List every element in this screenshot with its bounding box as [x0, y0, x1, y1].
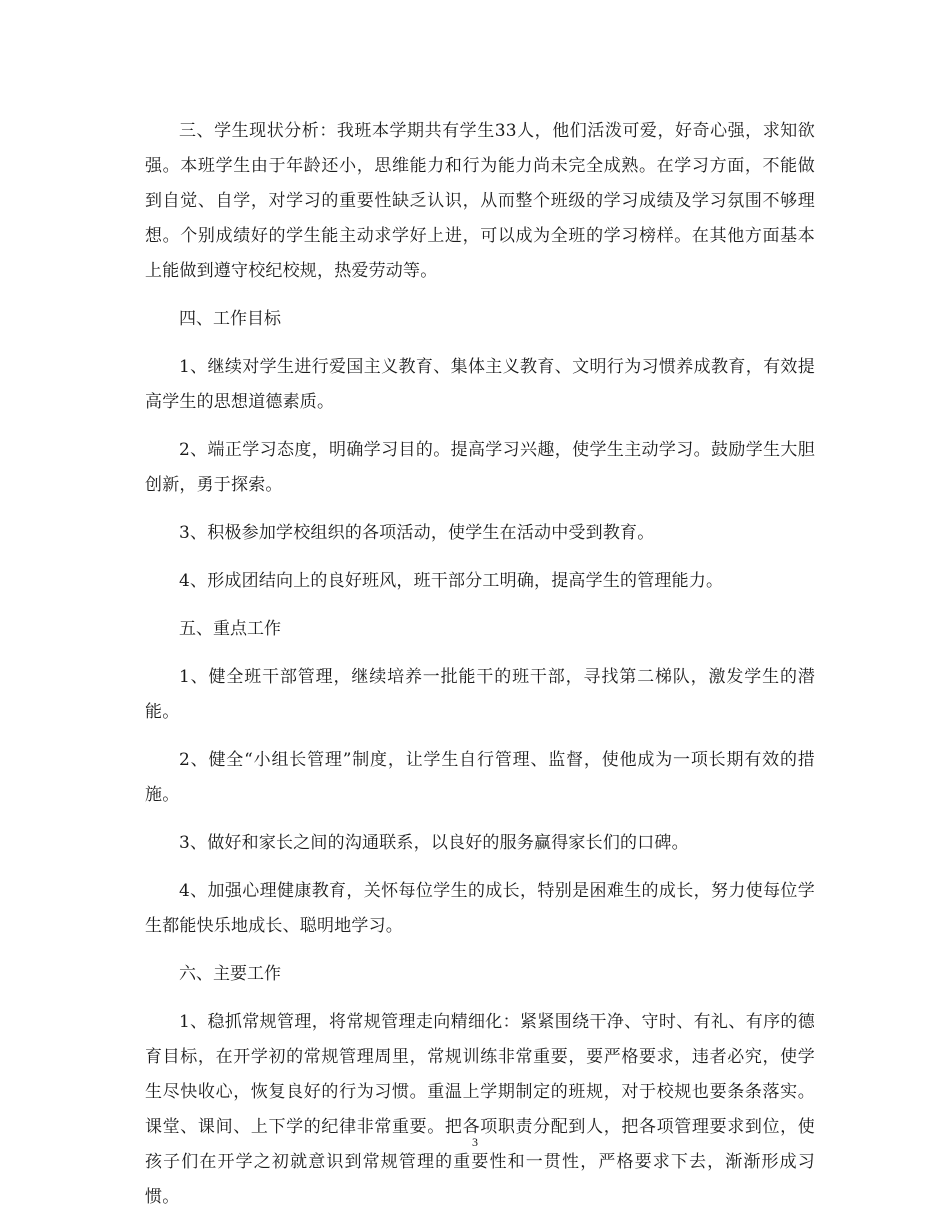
section-heading-work-goals: 四、工作目标: [179, 309, 281, 329]
paragraph-goal-2: 2、端正学习态度，明确学习目的。提高学习兴趣，使学生主动学习。鼓励学生大胆创新，勇于探索。: [145, 440, 815, 495]
paragraph-main-work-1: 1、稳抓常规管理，将常规管理走向精细化：紧紧围绕干净、守时、有礼、有序的德育目标，在开学初的常规管理周里，常规训练非常重要，要严格要求，违者必究，使学生尽快收心，恢复良好的行为习惯。重温上学期制定的班规，对于校规也要条条落实。课堂、课间、上下学的纪律非常重要。把各项职责分配到人，把各项管理要求到位，使孩子们在开学之初就意识到常规管理的重要性和一贯性，严格要求下去，渐渐形成习惯。: [145, 1012, 815, 1207]
section-heading-main-work: 六、主要工作: [179, 964, 281, 984]
paragraph-key-work-4: 4、加强心理健康教育，关怀每位学生的成长，特别是困难生的成长，努力使每位学生都能快乐地成长、聪明地学习。: [145, 881, 815, 936]
paragraph-key-work-2: 2、健全“小组长管理”制度，让学生自行管理、监督，使他成为一项长期有效的措施。: [145, 750, 815, 805]
paragraph-goal-1: 1、继续对学生进行爱国主义教育、集体主义教育、文明行为习惯养成教育，有效提高学生的思想道德素质。: [145, 357, 815, 412]
paragraph-student-analysis: 三、学生现状分析：我班本学期共有学生33人，他们活泼可爱，好奇心强，求知欲强。本班学生由于年龄还小，思维能力和行为能力尚未完全成熟。在学习方面，不能做到自觉、自学，对学习的重要性缺乏认识，从而整个班级的学习成绩及学习氛围不够理想。个别成绩好的学生能主动求学好上进，可以成为全班的学习榜样。在其他方面基本上能做到遵守校纪校规，热爱劳动等。: [145, 121, 815, 281]
paragraph-key-work-1: 1、健全班干部管理，继续培养一批能干的班干部，寻找第二梯队，激发学生的潜能。: [145, 667, 815, 722]
paragraph-goal-3: 3、积极参加学校组织的各项活动，使学生在活动中受到教育。: [179, 523, 655, 543]
paragraph-goal-4: 4、形成团结向上的良好班风，班干部分工明确，提高学生的管理能力。: [179, 571, 724, 591]
document-body: [145, 114, 815, 1228]
page-number: 3: [472, 1135, 478, 1149]
paragraph-key-work-3: 3、做好和家长之间的沟通联系，以良好的服务赢得家长们的口碑。: [179, 833, 689, 853]
section-heading-key-work: 五、重点工作: [179, 619, 281, 639]
